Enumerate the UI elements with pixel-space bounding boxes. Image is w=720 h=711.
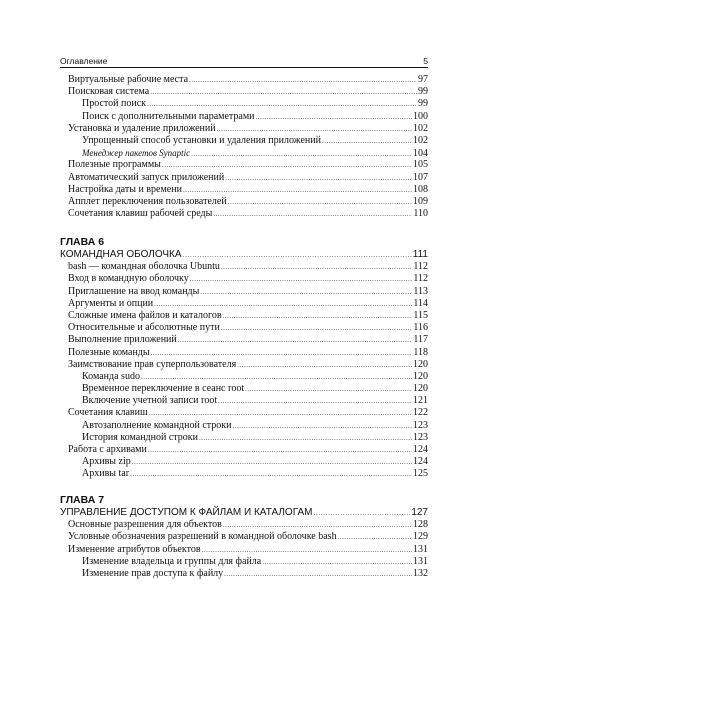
toc-entry-page: 131 [413, 543, 428, 555]
toc-entry-page: 97 [418, 74, 428, 85]
toc-entry-page: 122 [413, 407, 428, 419]
toc-entry[interactable] [60, 298, 428, 310]
toc-entry-page: 99 [418, 86, 428, 98]
toc-entry[interactable] [60, 111, 428, 123]
toc-entry[interactable] [60, 208, 428, 220]
toc-entry-text: Архивы zip [82, 456, 131, 468]
toc-entry[interactable] [60, 184, 428, 196]
toc-entry-text: Относительные и абсолютные пути [68, 322, 220, 334]
toc-entry[interactable] [60, 556, 428, 568]
toc-entry-text: Сочетания клавиш [68, 407, 148, 419]
toc-entry-text: УПРАВЛЕНИЕ ДОСТУПОМ К ФАЙЛАМ И КАТАЛОГАМ [60, 507, 313, 518]
toc-section-chapter5 [60, 74, 428, 220]
toc-entry-text: Включение учетной записи root [82, 395, 218, 407]
toc-entry-page: 127 [411, 507, 428, 518]
toc-entry[interactable] [60, 159, 428, 171]
dot-leader [148, 444, 412, 456]
toc-entry-text: Поиск с дополнительными параметрами [82, 110, 255, 122]
toc-section-chapter6 [60, 236, 428, 481]
toc-entry[interactable] [60, 519, 428, 531]
dot-leader [217, 123, 412, 135]
dot-leader [130, 468, 412, 480]
dot-leader [245, 383, 412, 395]
dot-leader [190, 273, 413, 285]
toc-entry-text: История командной строки [82, 431, 198, 443]
toc-entry-text: Автоматический запуск приложений [68, 171, 225, 183]
toc-entry-text: Полезные программы [68, 159, 161, 171]
dot-leader [262, 556, 412, 568]
toc-entry-page: 118 [413, 346, 428, 358]
toc-entry-text: Приглашение на ввод команды [68, 285, 200, 297]
toc-entry-page: 110 [413, 208, 428, 220]
dot-leader [237, 359, 412, 371]
toc-entry[interactable] [60, 395, 428, 407]
dot-leader [178, 334, 413, 346]
toc-entry-text: Изменение атрибутов объектов [68, 543, 201, 555]
toc-entry-page: 128 [413, 519, 428, 531]
header-page-number: 5 [423, 56, 428, 66]
toc-entry-page: 121 [413, 395, 428, 407]
toc-entry-text: Вход в командную оболочку [68, 273, 189, 285]
dot-leader [132, 456, 412, 468]
toc-entry-text: КОМАНДНАЯ ОБОЛОЧКА [60, 249, 182, 260]
toc-entry[interactable] [60, 286, 428, 298]
toc-entry[interactable] [60, 196, 428, 208]
toc-entry-text: Простой поиск [82, 98, 146, 110]
toc-entry-page: 99 [418, 98, 428, 110]
toc-entry[interactable] [60, 322, 428, 334]
toc-entry-page: 100 [413, 110, 428, 122]
toc-entry-page: 120 [413, 383, 428, 395]
toc-entry-page: 108 [413, 183, 428, 195]
toc-entry-text: Команда sudo [82, 370, 140, 382]
toc-entry[interactable] [60, 544, 428, 556]
toc-entry[interactable] [60, 334, 428, 346]
toc-entry[interactable] [60, 135, 428, 147]
dot-leader [322, 135, 412, 147]
toc-entry-text: Упрощенный способ установки и удаления приложений [82, 134, 321, 146]
dot-leader [189, 74, 417, 86]
toc-entry-text: Сочетания клавиш рабочей среды [68, 208, 213, 220]
toc-entry[interactable] [60, 172, 428, 184]
chapter7-entries [60, 519, 428, 580]
toc-entry-page: 124 [413, 444, 428, 455]
toc-entry-text: Работа с архивами [68, 444, 147, 455]
toc-entry[interactable] [60, 468, 428, 480]
toc-entry-text: Полезные команды [68, 346, 150, 358]
toc-entry-page: 120 [413, 358, 428, 370]
dot-leader [147, 98, 417, 110]
toc-entry-text: Временное переключение в сеанс root [82, 383, 245, 395]
toc-entry-page: 131 [413, 555, 428, 567]
dot-leader [154, 298, 412, 310]
toc-entry[interactable] [60, 347, 428, 359]
toc-entry[interactable] [60, 444, 428, 456]
toc-entry[interactable] [60, 371, 428, 383]
toc-entry-text: Архивы tar [82, 468, 130, 480]
dot-leader [223, 310, 413, 322]
toc-entry-text: Основные разрешения для объектов [68, 519, 222, 531]
toc-entry-text: Аргументы и опции [68, 297, 154, 309]
toc-entry-text: Виртуальные рабочие места [68, 74, 189, 85]
toc-entry-page: 113 [413, 285, 428, 297]
toc-entry-text: Апплет переключения пользователей [68, 195, 227, 207]
chapter6-entries [60, 261, 428, 480]
toc-entry-text: Настройка даты и времени [68, 183, 182, 195]
toc-entry-page: 123 [413, 431, 428, 443]
toc-entry-page: 132 [413, 567, 428, 579]
toc-entry[interactable] [60, 456, 428, 468]
toc-entry[interactable] [60, 273, 428, 285]
toc-entry-page: 105 [413, 159, 428, 171]
toc-entry-text: Заимствование прав суперпользователя [68, 358, 237, 370]
toc-entry-page: 116 [413, 322, 428, 334]
chapter-label: ГЛАВА 7 [60, 494, 105, 506]
dot-leader [202, 544, 412, 556]
dot-leader [225, 172, 412, 184]
dot-leader [256, 111, 412, 123]
dot-leader [221, 322, 413, 334]
dot-leader [149, 407, 412, 419]
toc-entry[interactable] [60, 74, 428, 86]
toc-entry[interactable] [60, 123, 428, 135]
toc-entry[interactable] [60, 310, 428, 322]
dot-leader [150, 86, 417, 98]
toc-entry[interactable] [60, 98, 428, 110]
toc-section-chapter7 [60, 494, 428, 580]
toc-entry-page: 124 [413, 456, 428, 468]
toc-entry-page: 120 [413, 370, 428, 382]
toc-entry-page: 114 [413, 297, 428, 309]
toc-entry-text: Установка и удаление приложений [68, 122, 216, 134]
dot-leader [162, 159, 412, 171]
toc-entry-page: 123 [413, 419, 428, 431]
toc-entry-page: 112 [413, 261, 428, 273]
dot-leader [141, 371, 412, 383]
dot-leader [213, 208, 412, 220]
chapter-label: ГЛАВА 6 [60, 236, 105, 248]
toc-entry-text: Поисковая система [68, 86, 150, 98]
dot-leader [199, 432, 412, 444]
toc-entry-page: 102 [413, 122, 428, 134]
dot-leader [228, 196, 412, 208]
dot-leader [221, 261, 412, 273]
dot-leader [223, 519, 412, 531]
toc-entry-page: 112 [413, 273, 428, 285]
toc-entry[interactable] [60, 86, 428, 98]
toc-entry-text: Выполнение приложений [68, 334, 177, 346]
toc-entry-text: Менеджер пакетов Synaptic [82, 148, 191, 159]
toc-entry-page: 129 [413, 531, 428, 543]
toc-entry[interactable] [60, 568, 428, 580]
dot-leader [232, 420, 412, 432]
toc-entry[interactable] [60, 383, 428, 395]
toc-entry-page: 117 [413, 334, 428, 346]
toc-entry-text: bash — командная оболочка Ubuntu [68, 261, 220, 273]
toc-entry[interactable] [60, 261, 428, 273]
toc-entry[interactable] [60, 147, 428, 159]
toc-entry-page: 107 [413, 171, 428, 183]
header-title: Оглавление [60, 56, 108, 66]
toc-entry[interactable] [60, 359, 428, 371]
toc-entry[interactable] [60, 407, 428, 419]
toc-entry-page: 125 [413, 468, 428, 480]
toc-entry-page: 109 [413, 195, 428, 207]
toc-entry-page: 102 [413, 134, 428, 146]
dot-leader [218, 395, 412, 407]
dot-leader [224, 568, 412, 580]
dot-leader [338, 531, 412, 543]
toc-entry[interactable] [60, 531, 428, 543]
toc-entry-text: Сложные имена файлов и каталогов [68, 309, 222, 321]
toc-entry-page: 111 [412, 249, 428, 260]
toc-entry-text: Условные обозначения разрешений в командной оболочке bash [68, 531, 337, 543]
dot-leader [183, 184, 412, 196]
toc-entry-text: Изменение владельца и группы для файла [82, 555, 262, 567]
toc-entry-chapter-title[interactable] [60, 507, 428, 519]
toc-entry-text: Автозаполнение командной строки [82, 419, 232, 431]
dot-leader [200, 286, 412, 298]
toc-entry-chapter-title[interactable] [60, 249, 428, 261]
toc-entry[interactable] [60, 432, 428, 444]
toc-entry-text: Изменение прав доступа к файлу [82, 567, 224, 579]
dot-leader [151, 347, 413, 359]
toc-entry-page: 115 [413, 309, 428, 321]
toc-entry-page: 104 [413, 148, 428, 160]
running-header [60, 55, 428, 68]
toc-entry[interactable] [60, 420, 428, 432]
